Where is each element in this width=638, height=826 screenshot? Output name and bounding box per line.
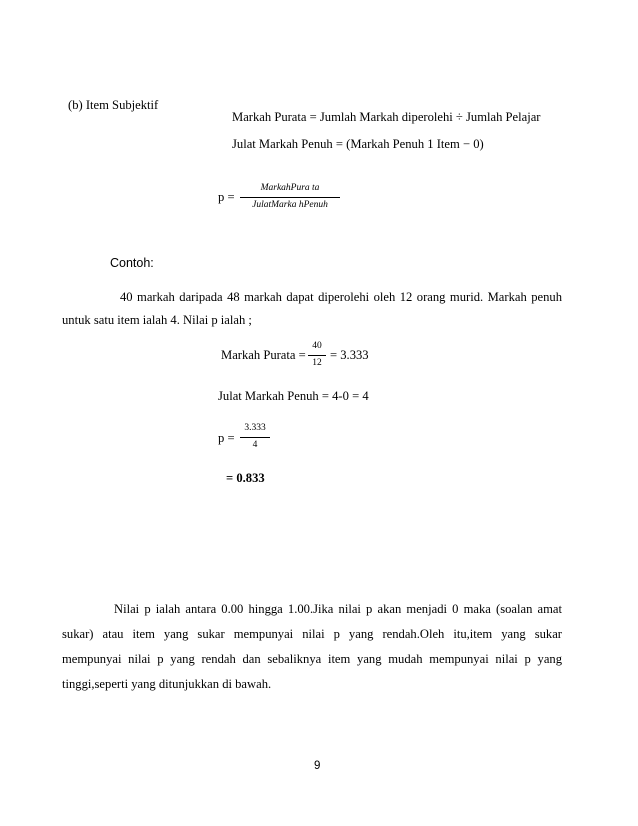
calc-markah-purata-rhs: = 3.333 <box>330 348 369 362</box>
formula-markah-purata: Markah Purata = Jumlah Markah diperolehi ÷ Jumlah Pelajar <box>232 110 541 124</box>
calc-numerator: 40 <box>312 341 322 351</box>
p-formula-numerator: MarkahPura ta <box>260 183 320 193</box>
section-heading: (b) Item Subjektif <box>68 98 159 112</box>
calc-markah-purata-fraction <box>308 342 326 368</box>
result-value: = 0.833 <box>226 471 265 485</box>
calc-julat-markah: Julat Markah Penuh = 4-0 = 4 <box>218 389 369 403</box>
example-text <box>62 286 562 332</box>
example-line: 40 markah daripada 48 markah dapat diperolehi oleh 12 orang murid. Markah penuh <box>120 290 562 304</box>
page-number: 9 <box>314 760 321 772</box>
calc-markah-purata-lhs: Markah Purata = <box>221 348 306 362</box>
paragraph-line: sukar) atau item yang sukar mempunyai nilai p yang rendah.Oleh itu,item yang sukar <box>62 627 562 641</box>
calc-p-denominator: 4 <box>252 439 258 450</box>
fraction-bar <box>240 197 340 198</box>
paragraph-line: mempunyai nilai p yang rendah dan sebaliknya item yang mudah mempunyai nilai p yang <box>62 652 562 666</box>
p-formula-lhs: p = <box>218 190 235 204</box>
calc-p-numerator: 3.333 <box>244 423 266 433</box>
calc-p-lhs: p = <box>218 431 235 445</box>
p-formula-denominator: JulatMarka hPenuh <box>252 199 328 210</box>
contoh-label: Contoh: <box>110 256 154 270</box>
fraction-bar <box>240 437 270 438</box>
paragraph-line: tinggi,seperti yang ditunjukkan di bawah. <box>62 677 272 691</box>
calc-p-fraction <box>240 424 270 450</box>
calc-denominator: 12 <box>312 357 322 368</box>
explanation-paragraph <box>62 597 562 697</box>
p-formula-fraction <box>240 184 340 210</box>
paragraph-line: Nilai p ialah antara 0.00 hingga 1.00.Jika nilai p akan menjadi 0 maka (soalan amat <box>114 602 562 616</box>
fraction-bar <box>308 355 326 356</box>
example-line: untuk satu item ialah 4. Nilai p ialah ; <box>62 313 252 327</box>
formula-julat-markah: Julat Markah Penuh = (Markah Penuh 1 Item − 0) <box>232 137 484 151</box>
